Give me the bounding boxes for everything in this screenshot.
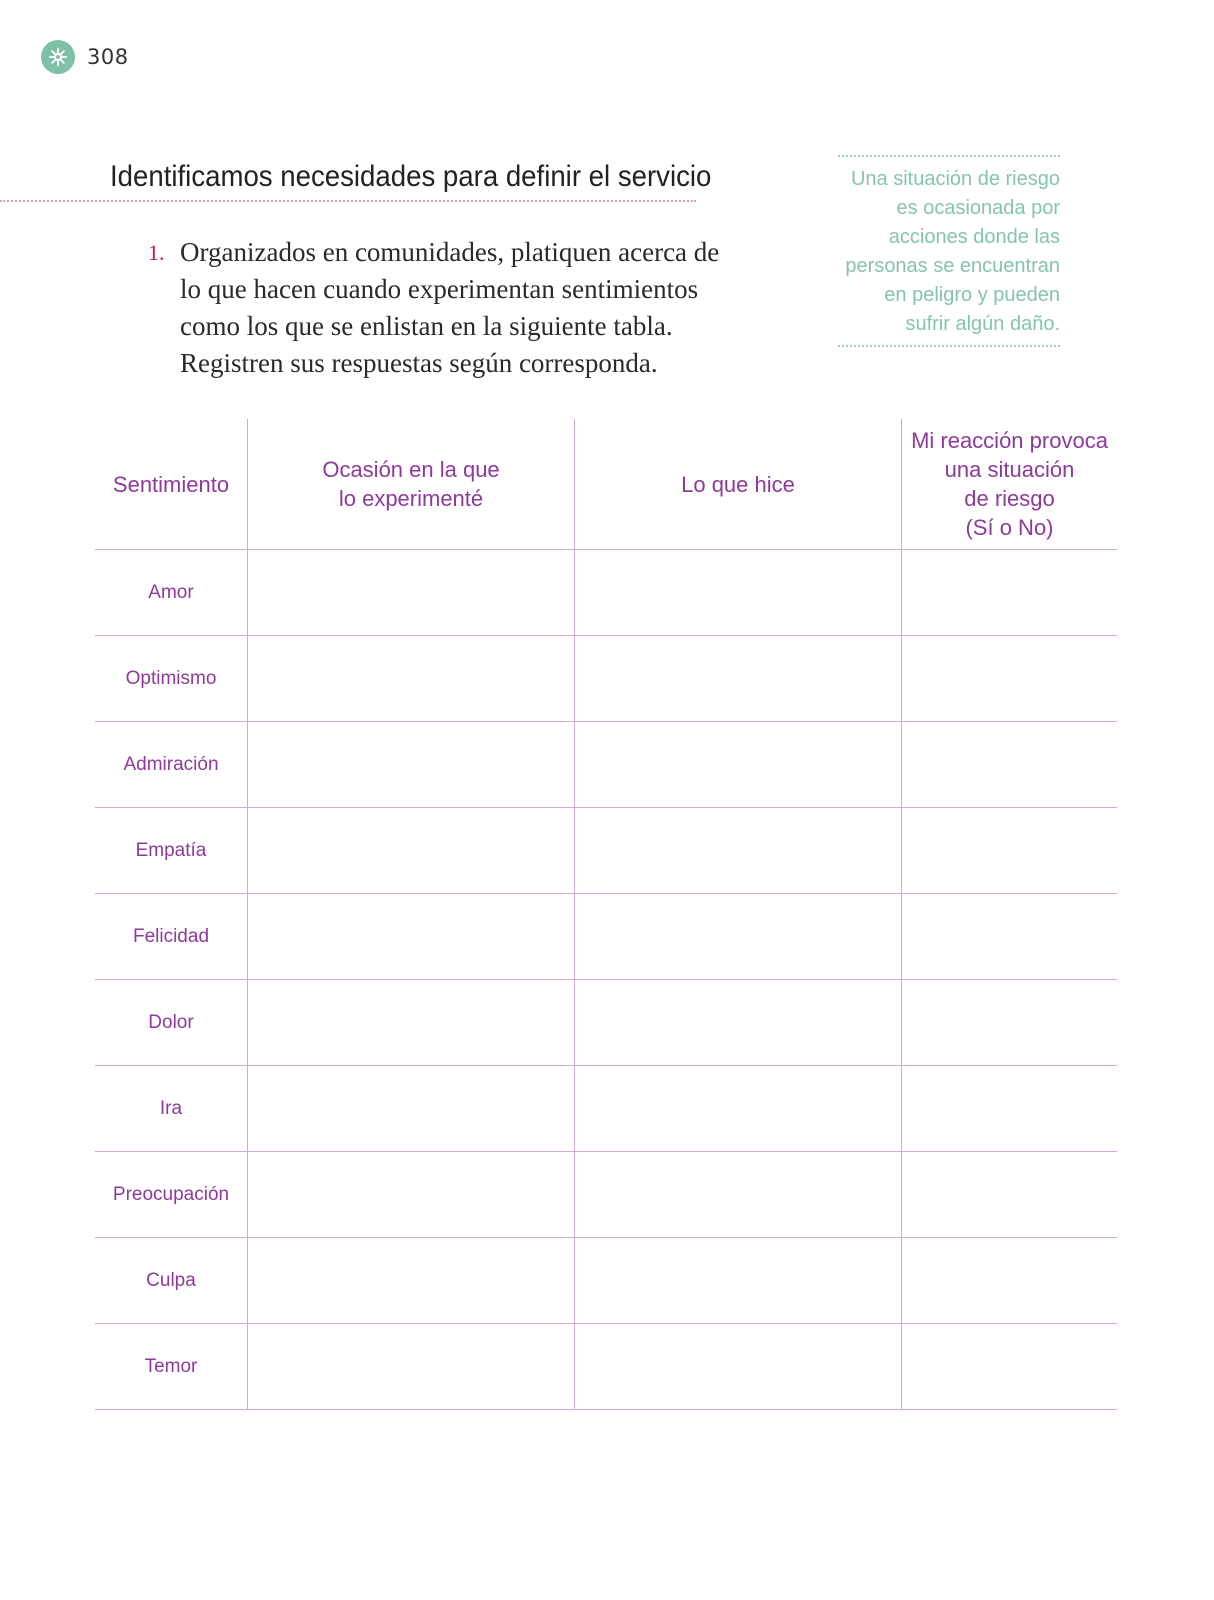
feeling-label: Temor [144,1355,198,1377]
feeling-label: Ira [159,1097,183,1119]
lo-que-hice-answer-cell[interactable] [574,980,901,1065]
riesgo-answer-cell[interactable] [901,636,1117,721]
lo-que-hice-answer-cell[interactable] [574,808,901,893]
ocasion-answer-cell[interactable] [247,808,574,893]
lo-que-hice-answer-cell[interactable] [574,1238,901,1323]
riesgo-answer-cell[interactable] [901,980,1117,1065]
lo-que-hice-answer-cell[interactable] [574,1066,901,1151]
lo-que-hice-answer-cell[interactable] [574,894,901,979]
lo-que-hice-answer-cell[interactable] [574,550,901,635]
ocasion-answer-cell[interactable] [247,1066,574,1151]
lo-que-hice-answer-cell[interactable] [574,722,901,807]
ocasion-answer-cell[interactable] [247,636,574,721]
table-row [95,980,1117,1066]
table-row [95,636,1117,722]
table-row [95,722,1117,808]
ocasion-answer-cell[interactable] [247,550,574,635]
lo-que-hice-answer-cell[interactable] [574,1324,901,1409]
ocasion-answer-cell[interactable] [247,980,574,1065]
ocasion-answer-cell[interactable] [247,1238,574,1323]
ocasion-answer-cell[interactable] [247,1324,574,1409]
instruction [148,234,728,382]
ocasion-answer-cell[interactable] [247,894,574,979]
feeling-label: Optimismo [125,667,217,689]
riesgo-answer-cell[interactable] [901,722,1117,807]
header-ocasion: Ocasión en la que lo experimenté [247,419,574,549]
table-row [95,894,1117,980]
table-row [95,1238,1117,1324]
table-row [95,1324,1117,1410]
gear-flower-icon [41,40,75,74]
riesgo-answer-cell[interactable] [901,1324,1117,1409]
lo-que-hice-answer-cell[interactable] [574,636,901,721]
page-header [41,40,129,74]
riesgo-answer-cell[interactable] [901,1066,1117,1151]
section-title: Identificamos necesidades para definir el servicio [110,160,712,193]
page-number: 308 [87,45,129,69]
header-lo-que-hice: Lo que hice [574,419,901,549]
title-divider [0,200,696,202]
riesgo-answer-cell[interactable] [901,1152,1117,1237]
table-body [95,550,1117,1410]
ocasion-answer-cell[interactable] [247,1152,574,1237]
table-row [95,1152,1117,1238]
riesgo-answer-cell[interactable] [901,1238,1117,1323]
table-row [95,550,1117,636]
header-reaccion-riesgo: Mi reacción provoca una situación de riesgo (Sí o No) [901,419,1117,549]
feeling-label: Admiración [123,753,219,775]
riesgo-answer-cell[interactable] [901,550,1117,635]
ocasion-answer-cell[interactable] [247,722,574,807]
header-sentimiento: Sentimiento [112,471,230,497]
lo-que-hice-answer-cell[interactable] [574,1152,901,1237]
feelings-table [95,419,1117,1410]
feeling-label: Preocupación [112,1183,230,1205]
feeling-label: Felicidad [132,925,210,947]
table-header-row [95,419,1117,550]
riesgo-answer-cell[interactable] [901,894,1117,979]
feeling-label: Dolor [148,1011,194,1033]
sidebar-note: Una situación de riesgo es ocasionada por acciones donde las personas se encuentran en peligro y pueden sufrir algún daño. [838,155,1060,347]
feeling-label: Empatía [135,839,207,861]
table-row [95,1066,1117,1152]
feeling-label: Culpa [146,1269,196,1291]
feeling-label: Amor [148,581,194,603]
instruction-text: Organizados en comunidades, platiquen acerca de lo que hacen cuando experimentan sentimientos como los que se enlistan en la siguiente tabla. Registren sus respuestas según corresponda. [180,237,720,378]
table-row [95,808,1117,894]
instruction-number: 1. [148,240,165,265]
riesgo-answer-cell[interactable] [901,808,1117,893]
